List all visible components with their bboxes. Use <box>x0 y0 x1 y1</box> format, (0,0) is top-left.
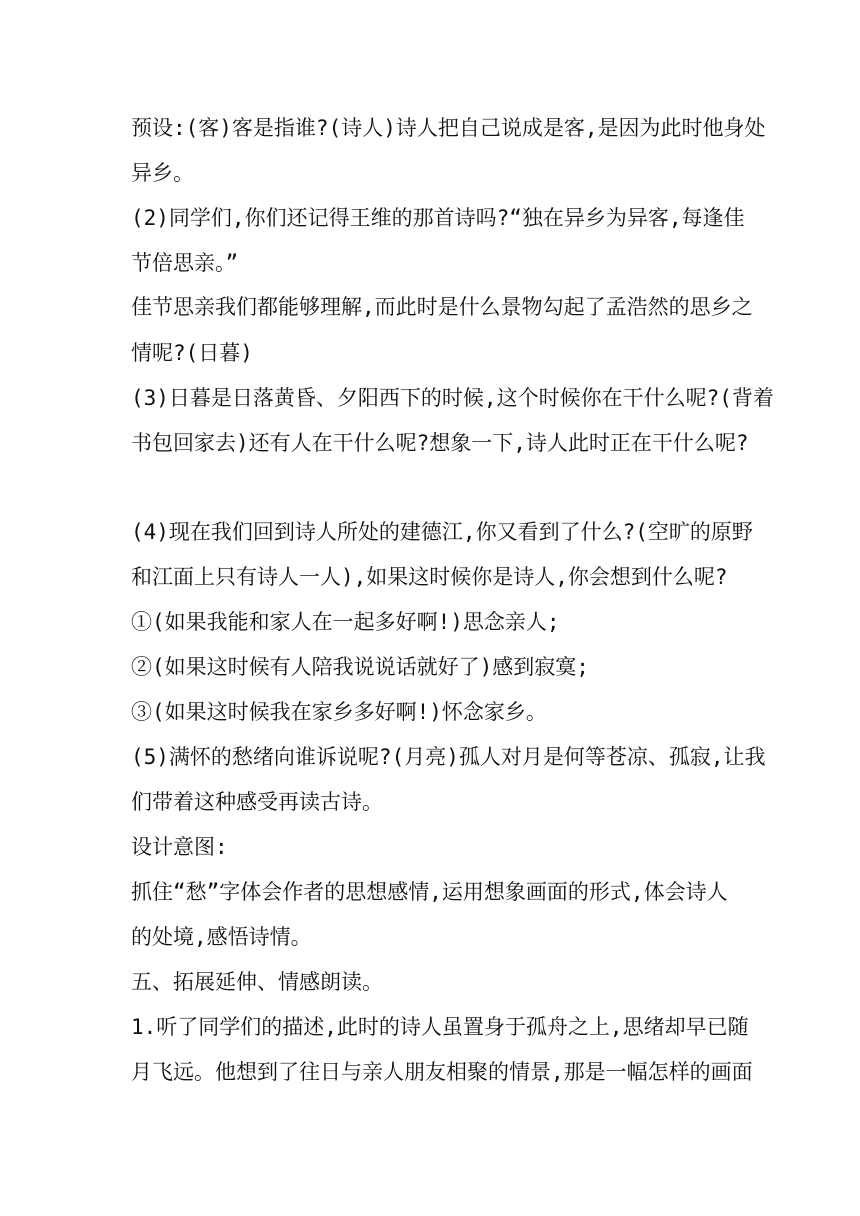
text-line: 情呢?(日暮) <box>131 341 253 365</box>
text-line: (2)同学们,你们还记得王维的那首诗吗?“独在异乡为异客,每逢佳 <box>131 206 745 230</box>
text-line: ②(如果这时候有人陪我说说话就好了)感到寂寞; <box>131 655 589 679</box>
text-line: ①(如果我能和家人在一起多好啊!)思念亲人; <box>131 610 560 634</box>
text-line: ③(如果这时候我在家乡多好啊!)怀念家乡。 <box>131 700 547 724</box>
text-line: 五、拓展延伸、情感朗读。 <box>131 970 383 994</box>
text-line: 们带着这种感受再读古诗。 <box>131 790 383 814</box>
text-line: 预设:(客)客是指谁?(诗人)诗人把自己说成是客,是因为此时他身处 <box>131 116 766 140</box>
text-line: (4)现在我们回到诗人所处的建德江,你又看到了什么?(空旷的原野 <box>131 520 753 544</box>
text-line: 月飞远。他想到了往日与亲人朋友相聚的情景,那是一幅怎样的画面 <box>131 1060 753 1084</box>
text-line: 和江面上只有诗人一人),如果这时候你是诗人,你会想到什么呢? <box>131 565 728 589</box>
text-line: 的处境,感悟诗情。 <box>131 925 312 949</box>
text-line: 节倍思亲。” <box>131 251 239 275</box>
text-line: 1.听了同学们的描述,此时的诗人虽置身于孤舟之上,思绪却早已随 <box>131 1015 749 1039</box>
text-line: 异乡。 <box>131 161 194 185</box>
text-line: 抓住“愁”字体会作者的思想感情,运用想象画面的形式,体会诗人 <box>131 880 728 904</box>
text-line: 设计意图: <box>131 835 228 859</box>
text-line: (3)日暮是日落黄昏、夕阳西下的时候,这个时候你在干什么呢?(背着 <box>131 386 774 410</box>
text-line: (5)满怀的愁绪向谁诉说呢?(月亮)孤人对月是何等苍凉、孤寂,让我 <box>131 745 766 769</box>
text-line: 佳节思亲我们都能够理解,而此时是什么景物勾起了孟浩然的思乡之 <box>131 295 753 319</box>
text-line: 书包回家去)还有人在干什么呢?想象一下,诗人此时正在干什么呢? <box>131 431 749 455</box>
